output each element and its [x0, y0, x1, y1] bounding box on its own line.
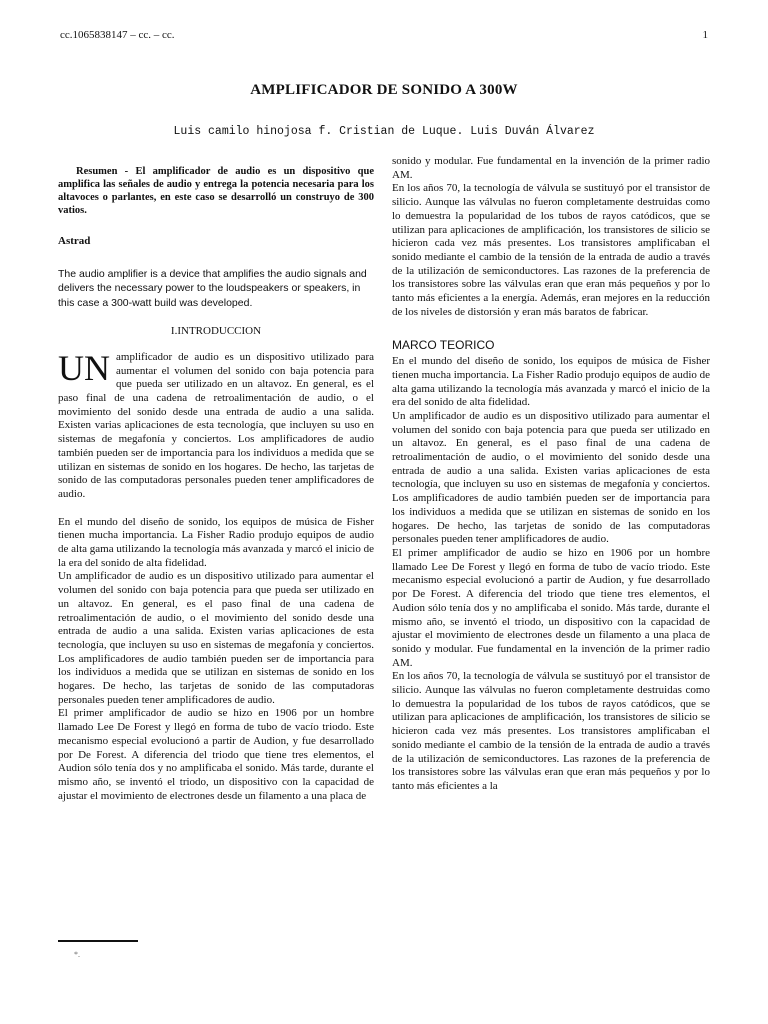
- body-paragraph: Un amplificador de audio es un dispositivo utilizado para aumentar el volumen del sonido con baja potencia para que pueda ser utilizado en un altavoz. En general, es el paso final de una cadena de retroalimentación de audio, o el movimiento del sonido desde una entrada de audio a una salida. Existen varias aplicaciones de esta tecnología, que incluyen su uso en sistemas de megafonía y conciertos. Los amplificadores de audio también pueden ser de importancia para los individuos a medida que se utilizan en sistemas de sonido en los hogares. De hecho, las tarjetas de sonido de las computadoras personales pueden tener amplificadores de audio.: [392, 409, 710, 546]
- body-paragraph: El primer amplificador de audio se hizo en 1906 por un hombre llamado Lee De Forest y llegó en forma de tubo de vacío triodo. Este mecanismo especial evolucionó a partir de Audion, y fue desarrollado por De Forest. A diferencia del triodo que tiene tres elementos, el Audion sólo tenía dos y no amplificaba el sonido. Más tarde, durante el mismo año, se inventó el triodo, un dispositivo con la capacidad de ajustar el movimiento de electrones desde un filamento a una placa de sonido y modular. Fue fundamental en la invención de la primer radio AM.: [392, 546, 710, 669]
- body-paragraph: En los años 70, la tecnología de válvula se sustituyó por el transistor de silicio. Aunque las válvulas no fueron completamente destruidas como lo demuestra la popularidad de los tubos de rayos catódicos, que se utilizan para aplicaciones de amplificación, los transistores de silicio se hicieron cada vez más presentes. Los transistores amplificaban el sonido mediante el cambio de la tensión de la entrada de audio a través de la utilización de semiconductores. Las razones de la preferencia de los transistores sobre las válvulas eran que eran más pequeños y por lo tanto más eficientes a la energía. Además, eran mejores en la reducción de los niveles de distorsión y eran más baratos de fabricar.: [392, 182, 710, 318]
- footnote-mark: *.: [74, 950, 80, 959]
- abstract-en: The audio amplifier is a device that amplifies the audio signals and delivers the necessary power to the loudspeakers or speakers, in this case a 300-watt build was developed.: [58, 267, 367, 309]
- abstract-es: Resumen - El amplificador de audio es un dispositivo que amplifica las señales de audio y entrega la potencia necesaria para los altavoces o parlantes, en este caso se desarrolló un construyo de 300 vatios.: [58, 166, 374, 216]
- left-column: [58, 155, 374, 803]
- intro-paragraph: [58, 347, 374, 502]
- astrad-heading: Astrad: [58, 235, 91, 247]
- marco-teorico-heading: MARCO TEORICO: [392, 338, 495, 353]
- author-list: Luis camilo hinojosa f. Cristian de Luque. Luis Duván Álvarez: [173, 125, 595, 138]
- body-paragraph: sonido y modular. Fue fundamental en la invención de la primer radio AM.: [392, 155, 710, 181]
- footnote-rule: [58, 940, 138, 942]
- body-paragraph: En los años 70, la tecnología de válvula se sustituyó por el transistor de silicio. Aunque las válvulas no fueron completamente destruidas como lo demuestra la popularidad de los tubos de rayos catódicos, que se utilizan para aplicaciones de amplificación, los transistores de silicio se hicieron cada vez más presentes. Los transistores amplificaban el sonido mediante el cambio de la tensión de la entrada de audio a través de la utilización de semiconductores. Las razones de la preferencia de los transistores sobre las válvulas eran que eran más pequeños y por lo tanto más eficientes a la: [392, 670, 710, 792]
- intro-text: amplificador de audio es un dispositivo utilizado para aumentar el volumen del sonido con baja potencia para que pueda ser utilizado en un altavoz. En general, es el paso final de una cadena de retroalimentación de audio, o el movimiento del sonido desde una entrada de audio a una salida. Existen varias aplicaciones de esta tecnología, que incluyen su uso en sistemas de megafonía y conciertos. Los amplificadores de audio también pueden ser de importancia para los individuos a medida que se utilizan en sistemas de sonido en los hogares. De hecho, las tarjetas de sonido de las computadoras personales pueden tener amplificadores de audio.: [58, 350, 374, 500]
- body-paragraph: En el mundo del diseño de sonido, los equipos de música de Fisher tienen mucha importancia. La Fisher Radio produjo equipos de audio de alta gama utilizando la tecnología más avanzada y marcó el inicio de la era del sonido de alta fidelidad.: [392, 355, 711, 409]
- body-paragraph: Un amplificador de audio es un dispositivo utilizado para aumentar el volumen del sonido con baja potencia para que pueda ser utilizado en un altavoz. En general, es el paso final de una cadena de retroalimentación de audio, o el movimiento del sonido desde una entrada de audio a una salida. Existen varias aplicaciones de esta tecnología, que incluyen su uso en sistemas de megafonía y conciertos. Los amplificadores de audio también pueden ser de importancia para los individuos a medida que se utilizan en sistemas de sonido en los hogares. De hecho, las tarjetas de sonido de las computadoras personales pueden tener amplificadores de audio.: [58, 570, 374, 706]
- body-paragraph: El primer amplificador de audio se hizo en 1906 por un hombre llamado Lee De Forest y llegó en forma de tubo de vacío triodo. Este mecanismo especial evolucionó a partir de Audion, y fue desarrollado por De Forest. A diferencia del triodo que tiene tres elementos, el Audion sólo tenía dos y no amplificaba el sonido. Más tarde, durante el mismo año, se inventó el triodo, un dispositivo con la capacidad de ajustar el movimiento de electrones desde un filamento a una placa de: [58, 707, 374, 802]
- paper-title: AMPLIFICADOR DE SONIDO A 300W: [250, 82, 518, 98]
- intro-heading: I.INTRODUCCION: [170, 325, 262, 338]
- body-paragraph: En el mundo del diseño de sonido, los equipos de música de Fisher tienen mucha importancia. La Fisher Radio produjo equipos de audio de alta gama utilizando la tecnología más avanzada y marcó el inicio de la era del sonido de alta fidelidad.: [58, 515, 374, 569]
- running-header: cc.1065838147 – cc. – cc.: [60, 29, 175, 41]
- page-number: 1: [702, 29, 708, 41]
- right-column: [392, 155, 710, 794]
- drop-cap: UN: [58, 347, 110, 388]
